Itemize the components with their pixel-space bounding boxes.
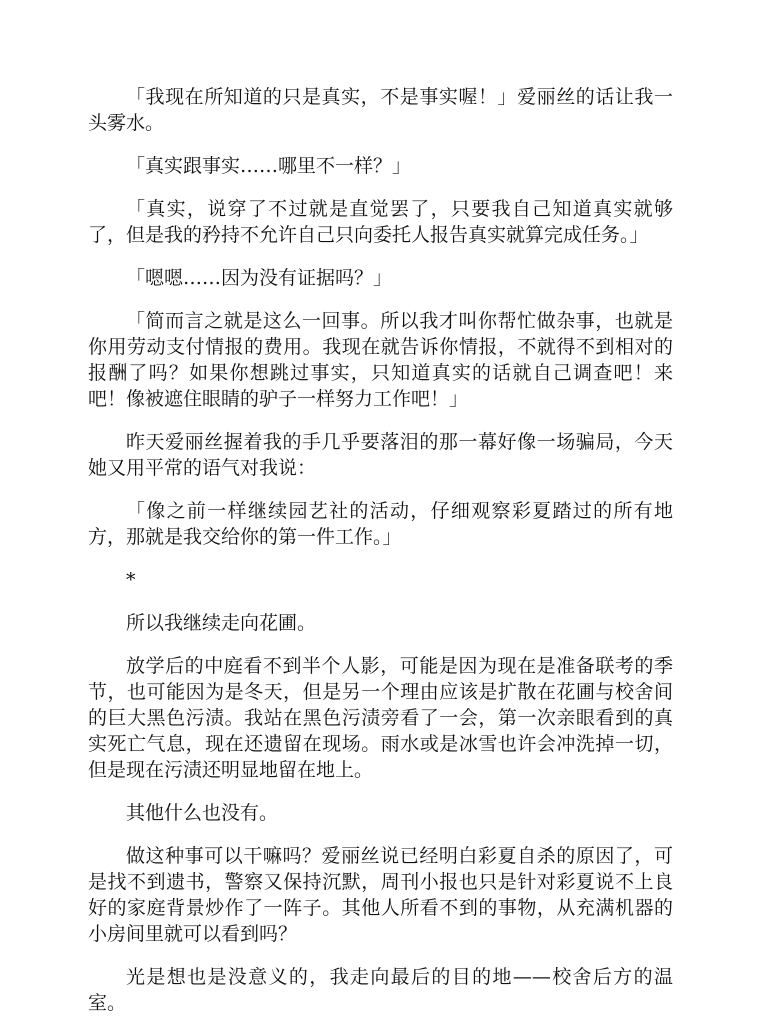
paragraph: 其他什么也没有。 [126,802,279,824]
paragraph: 「真实跟事实……哪里不一样？」 [126,155,412,177]
paragraph: 「我现在所知道的只是真实，不是事实喔！」爱丽丝的话让我一头雾水。 [88,86,673,134]
paragraph: 「真实，说穿了不过就是直觉罢了，只要我自己知道真实就够了，但是我的矜持不允许自己只向委托人报告真实就算完成任务。」 [88,198,673,246]
paragraph: 「嗯嗯……因为没有证据吗？」 [126,267,393,289]
scene-break: * [126,569,136,591]
paragraph: 所以我继续走向花圃。 [126,612,317,634]
paragraph: 「简而言之就是这么一回事。所以我才叫你帮忙做杂事，也就是你用劳动支付情报的费用。我现在就告诉你情报，不就得不到相对的报酬了吗？如果你想跳过事实，只知道真实的话就自己调查吧！来吧！像被遮住眼睛的驴子一样努力工作吧！」 [88,310,673,410]
paragraph: 昨天爱丽丝握着我的手几乎要落泪的那一幕好像一场骗局，今天她又用平常的语气对我说： [88,431,673,479]
paragraph: 做这种事可以干嘛吗？爱丽丝说已经明白彩夏自杀的原因了，可是找不到遗书，警察又保持沉默，周刊小报也只是针对彩夏说不上良好的家庭背景炒作了一阵子。其他人所看不到的事物，从充满机器的小房间里就可以看到吗？ [88,845,673,945]
paragraph: 放学后的中庭看不到半个人影，可能是因为现在是准备联考的季节，也可能因为是冬天，但是另一个理由应该是扩散在花圃与校舍间的巨大黑色污渍。我站在黑色污渍旁看了一会，第一次亲眼看到的真实死亡气息，现在还遗留在现场。雨水或是冰雪也许会冲洗掉一切，但是现在污渍还明显地留在地上。 [88,655,673,781]
paragraph: 光是想也是没意义的，我走向最后的目的地——校舍后方的温室。 [88,966,673,1014]
paragraph: 「像之前一样继续园艺社的活动，仔细观察彩夏踏过的所有地方，那就是我交给你的第一件工作。」 [88,500,673,548]
document-body [88,84,673,1033]
